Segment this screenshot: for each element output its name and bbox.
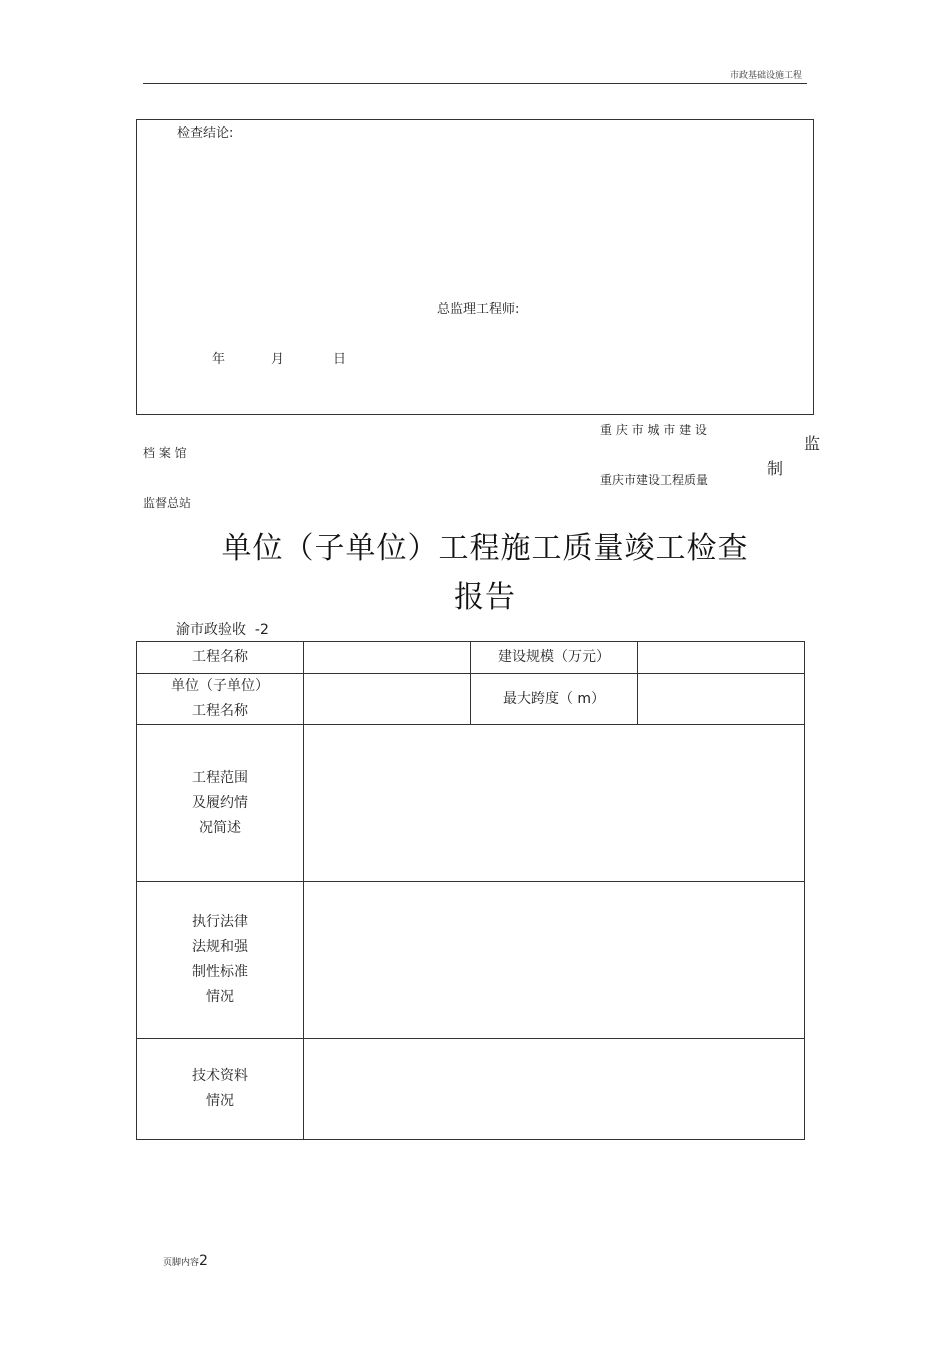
max-span-label: 最大跨度（ m）	[471, 674, 638, 725]
footer	[163, 1250, 208, 1269]
unit-name-line2: 工程名称	[192, 703, 248, 719]
scope-line: 及履约情	[192, 794, 248, 811]
tech-label	[137, 1039, 304, 1140]
law-line: 法规和强	[192, 939, 248, 955]
issuer-line1: 重 庆 市 城 市 建 设	[600, 423, 707, 437]
law-label	[137, 882, 304, 1039]
date-day: 日	[333, 352, 347, 367]
conclusion-label: 检查结论:	[177, 126, 234, 141]
table-row	[137, 725, 805, 882]
date-year: 年	[212, 352, 226, 367]
law-line: 制性标准	[192, 964, 248, 980]
form-code: 渝市政验收 -2	[176, 622, 269, 638]
issuer-right1: 监	[804, 434, 821, 453]
tech-line: 技术资料	[192, 1068, 248, 1084]
page-number: 2	[199, 1253, 208, 1269]
max-span-value[interactable]	[638, 674, 805, 725]
tech-value[interactable]	[304, 1039, 805, 1140]
report-form-table	[136, 641, 805, 1140]
table-row	[137, 882, 805, 1039]
footer-label: 页脚内容	[163, 1258, 200, 1268]
date-month: 月	[271, 352, 285, 367]
scope-label	[137, 725, 304, 882]
chief-engineer-label: 总监理工程师:	[437, 302, 520, 317]
scope-line: 工程范围	[192, 769, 248, 786]
issuer-line2: 重庆市建设工程质量	[600, 473, 709, 487]
law-line: 执行法律	[192, 914, 248, 930]
law-line: 情况	[206, 989, 234, 1005]
unit-name-label	[137, 674, 304, 725]
tech-line: 情况	[206, 1093, 234, 1109]
scale-label: 建设规模（万元）	[471, 642, 638, 674]
project-name-label: 工程名称	[137, 642, 304, 674]
issuer-left1: 档 案 馆	[143, 446, 187, 460]
unit-name-line1: 单位（子单位）	[171, 678, 269, 694]
scale-value[interactable]	[638, 642, 805, 674]
header-text: 市政基础设施工程	[730, 71, 803, 81]
issuer-right2: 制	[767, 459, 784, 478]
scope-value[interactable]	[304, 725, 805, 882]
report-title-line1: 单位（子单位）工程施工质量竣工检查	[221, 531, 749, 566]
header-rule	[143, 83, 807, 84]
unit-name-value[interactable]	[304, 674, 471, 725]
table-row	[137, 642, 805, 674]
table-row	[137, 1039, 805, 1140]
scope-line: 况简述	[199, 819, 241, 836]
issuer-left2: 监督总站	[143, 496, 192, 510]
project-name-value[interactable]	[304, 642, 471, 674]
inspection-box	[136, 119, 814, 415]
report-title-line2: 报告	[454, 580, 516, 615]
table-row	[137, 674, 805, 725]
law-value[interactable]	[304, 882, 805, 1039]
